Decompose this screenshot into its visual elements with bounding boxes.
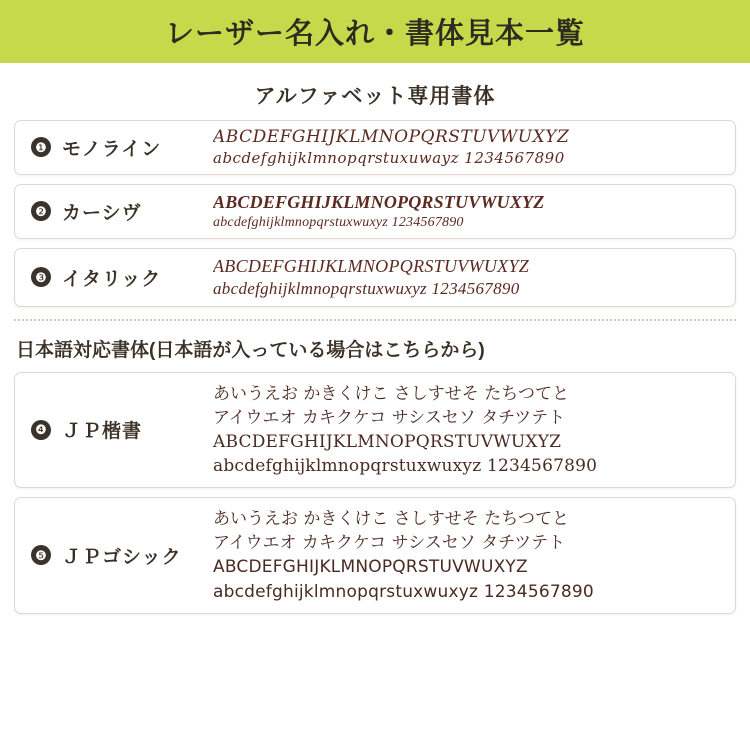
alphabet-font-list bbox=[0, 120, 750, 307]
font-row-jp-gothic bbox=[14, 497, 736, 614]
font-name-jp-kaisho: ＪＰ楷書 bbox=[62, 421, 143, 443]
font-sample-jp-kaisho bbox=[213, 382, 727, 479]
sample-hiragana: あいうえお かきくけこ さしすせそ たちつてと bbox=[213, 509, 570, 530]
sample-lowercase: abcdefghijklmnopqrstuxwuxyz 1234567890 bbox=[213, 278, 520, 298]
japanese-section-heading: 日本語対応書体(日本語が入っている場合はこちらから) bbox=[16, 339, 485, 361]
font-label-monoline bbox=[23, 134, 213, 161]
sample-lowercase: abcdefghijklmnopqrstuxwuxyz 1234567890 bbox=[213, 456, 598, 477]
sample-uppercase: ABCDEFGHIJKLMNOPQRSTUVWUXYZ bbox=[213, 127, 570, 147]
number-badge-4: ❹ bbox=[31, 420, 51, 440]
font-sample-jp-gothic bbox=[213, 507, 727, 604]
font-sample-italic bbox=[213, 255, 727, 300]
font-sample-monoline bbox=[213, 127, 727, 168]
sample-uppercase: ABCDEFGHIJKLMNOPQRSTUVWUXYZ bbox=[213, 557, 528, 578]
number-badge-2: ❷ bbox=[31, 201, 51, 221]
japanese-font-list bbox=[0, 372, 750, 614]
font-row-italic bbox=[14, 248, 736, 307]
font-name-cursive: カーシヴ bbox=[62, 202, 142, 224]
sample-hiragana: あいうえお かきくけこ さしすせそ たちつてと bbox=[213, 383, 570, 404]
section-divider bbox=[14, 319, 736, 321]
font-name-jp-gothic: ＪＰゴシック bbox=[62, 546, 182, 568]
number-badge-5: ❺ bbox=[31, 545, 51, 565]
sample-uppercase: ABCDEFGHIJKLMNOPQRSTUVWUXYZ bbox=[213, 191, 545, 212]
header-banner bbox=[0, 0, 750, 63]
sample-lowercase: abcdefghijklmnopqrstuxuwayz 1234567890 bbox=[213, 148, 565, 167]
number-badge-3: ❸ bbox=[31, 267, 51, 287]
page-title: レーザー名入れ・書体見本一覧 bbox=[164, 18, 585, 50]
font-row-cursive bbox=[14, 184, 736, 239]
sample-katakana: アイウエオ カキクケコ サシスセソ タチツテト bbox=[213, 407, 566, 428]
alphabet-section-heading: アルファベット専用書体 bbox=[254, 85, 496, 108]
sample-katakana: アイウエオ カキクケコ サシスセソ タチツテト bbox=[213, 533, 566, 554]
font-name-monoline: モノライン bbox=[62, 138, 162, 160]
sample-uppercase: ABCDEFGHIJKLMNOPQRSTUVWUXYZ bbox=[213, 255, 530, 276]
sample-uppercase: ABCDEFGHIJKLMNOPQRSTUVWUXYZ bbox=[213, 431, 562, 452]
sample-lowercase: abcdefghijklmnopqrstuxwuxyz 1234567890 bbox=[213, 581, 594, 602]
font-label-jp-kaisho bbox=[23, 416, 213, 443]
font-row-jp-kaisho bbox=[14, 372, 736, 489]
number-badge-1: ❶ bbox=[31, 137, 51, 157]
font-name-italic: イタリック bbox=[62, 268, 162, 290]
font-row-monoline bbox=[14, 120, 736, 175]
font-label-jp-gothic bbox=[23, 542, 213, 569]
font-label-italic bbox=[23, 264, 213, 291]
font-label-cursive bbox=[23, 198, 213, 225]
font-sample-cursive bbox=[213, 191, 727, 232]
sample-lowercase: abcdefghijklmnopqrstuxwuxyz 1234567890 bbox=[213, 214, 464, 230]
